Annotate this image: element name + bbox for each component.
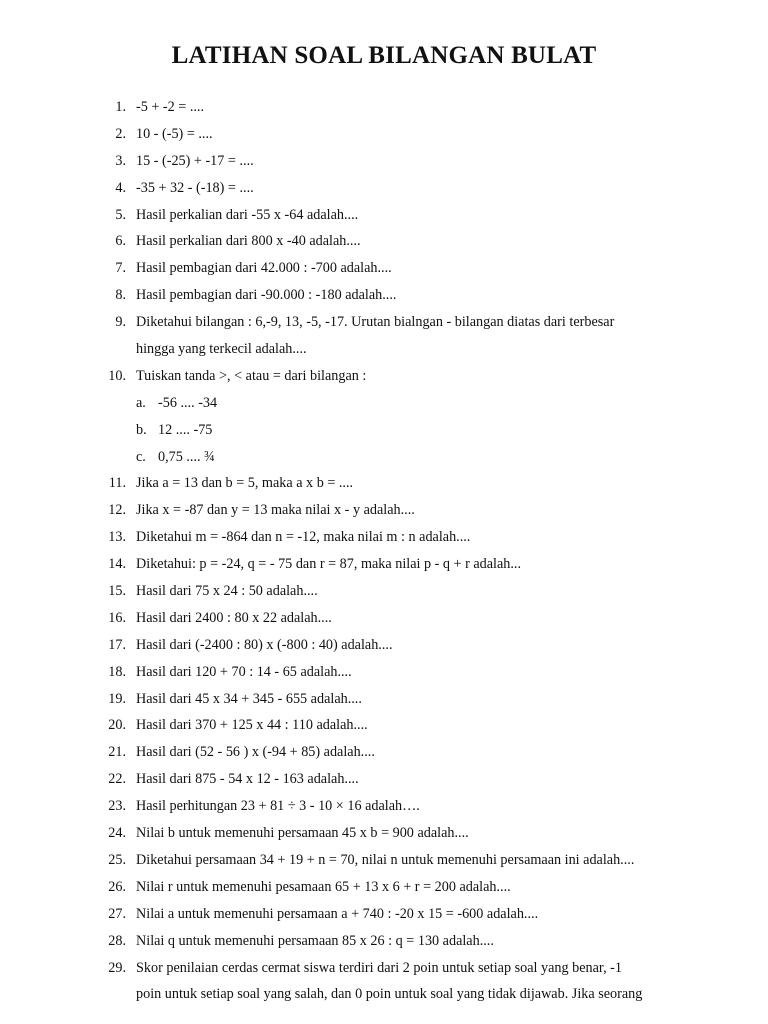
question-text: Hasil dari (52 - 56 ) x (-94 + 85) adalah.... — [136, 744, 375, 761]
question-number: 21. — [108, 744, 126, 761]
question-text: -5 + -2 = .... — [136, 99, 205, 115]
question-text: Hasil pembagian dari 42.000 : -700 adalah.... — [136, 260, 392, 277]
question-number: 18. — [108, 663, 126, 680]
question-item — [0, 94, 768, 121]
question-number: 6. — [115, 233, 126, 250]
sub-question-item — [0, 417, 768, 444]
question-item — [0, 847, 768, 874]
question-number: 9. — [115, 314, 126, 331]
sub-question-letter: b. — [136, 421, 147, 438]
question-number: 10. — [108, 367, 126, 384]
question-item — [0, 175, 768, 202]
question-item — [0, 497, 768, 524]
question-item — [0, 309, 768, 336]
sub-question-item — [0, 390, 768, 417]
question-text: Jika a = 13 dan b = 5, maka a x b = .... — [136, 475, 354, 492]
question-number: 27. — [108, 905, 126, 922]
question-text: hingga yang terkecil adalah.... — [136, 341, 307, 358]
question-number: 3. — [115, 152, 126, 169]
question-text: Nilai r untuk memenuhi pesamaan 65 + 13 x 6 + r = 200 adalah.... — [136, 878, 511, 895]
question-text: Hasil dari 370 + 125 x 44 : 110 adalah.... — [136, 717, 368, 734]
question-item — [0, 255, 768, 282]
question-number: 4. — [115, 179, 126, 196]
question-text: Hasil perkalian dari 800 x -40 adalah.... — [136, 233, 361, 250]
question-item — [0, 605, 768, 632]
question-item — [0, 820, 768, 847]
question-text: Hasil perkalian dari -55 x -64 adalah.... — [136, 206, 359, 223]
question-number: 15. — [108, 583, 126, 600]
question-item — [0, 712, 768, 739]
question-number: 24. — [108, 825, 126, 842]
question-text: Nilai b untuk memenuhi persamaan 45 x b = 900 adalah.... — [136, 825, 469, 842]
question-text: Hasil dari (-2400 : 80) x (-800 : 40) adalah.... — [136, 636, 393, 653]
sub-question-item — [0, 444, 768, 471]
question-number: 23. — [108, 798, 126, 815]
sub-question-text: -56 .... -34 — [158, 394, 218, 411]
question-item — [0, 282, 768, 309]
question-number: 20. — [108, 717, 126, 734]
question-item — [0, 901, 768, 928]
question-text: poin untuk setiap soal yang salah, dan 0 poin untuk soal yang tidak dijawab. Jika seorang — [136, 986, 643, 1003]
question-text: Diketahui persamaan 34 + 19 + n = 70, nilai n untuk memenuhi persamaan ini adalah.... — [136, 851, 635, 868]
question-number: 2. — [115, 125, 126, 142]
question-text: Diketahui bilangan : 6,-9, 13, -5, -17. Urutan bialngan - bilangan diatas dari terbesar — [136, 314, 615, 331]
question-item — [0, 928, 768, 955]
question-number: 29. — [108, 959, 126, 976]
question-item — [0, 202, 768, 229]
question-continuation — [0, 336, 768, 363]
question-item — [0, 363, 768, 390]
sub-question-letter: c. — [136, 448, 146, 465]
question-text: Diketahui m = -864 dan n = -12, maka nilai m : n adalah.... — [136, 529, 471, 546]
question-text: Diketahui: p = -24, q = - 75 dan r = 87, maka nilai p - q + r adalah... — [136, 556, 522, 573]
question-text: Jika x = -87 dan y = 13 maka nilai x - y adalah.... — [136, 502, 415, 519]
question-item — [0, 121, 768, 148]
question-text: Hasil dari 875 - 54 x 12 - 163 adalah.... — [136, 771, 359, 788]
question-text: Nilai q untuk memenuhi persamaan 85 x 26 : q = 130 adalah.... — [136, 932, 494, 949]
question-text: Hasil perhitungan 23 + 81 ÷ 3 - 10 × 16 adalah…. — [136, 798, 420, 815]
sub-question-text: 12 .... -75 — [158, 421, 213, 438]
question-number: 22. — [108, 771, 126, 788]
question-item — [0, 551, 768, 578]
question-text: Nilai a untuk memenuhi persamaan a + 740 : -20 x 15 = -600 adalah.... — [136, 905, 539, 922]
question-item — [0, 148, 768, 175]
question-number: 19. — [108, 690, 126, 707]
question-number: 17. — [108, 636, 126, 653]
question-text: Hasil dari 45 x 34 + 345 - 655 adalah.... — [136, 690, 362, 707]
question-item — [0, 228, 768, 255]
question-number: 7. — [115, 260, 126, 277]
question-item — [0, 686, 768, 713]
page-title: LATIHAN SOAL BILANGAN BULAT — [171, 42, 597, 69]
sub-question-letter: a. — [136, 394, 146, 411]
question-item — [0, 955, 768, 982]
question-number: 25. — [108, 851, 126, 868]
question-number: 16. — [108, 609, 126, 626]
question-text: 15 - (-25) + -17 = .... — [136, 152, 254, 169]
sub-question-text: 0,75 .... ¾ — [158, 448, 215, 465]
question-number: 28. — [108, 932, 126, 949]
question-item — [0, 793, 768, 820]
question-item — [0, 578, 768, 605]
question-text: -35 + 32 - (-18) = .... — [136, 179, 254, 196]
question-item — [0, 659, 768, 686]
question-text: 10 - (-5) = .... — [136, 125, 213, 142]
question-list — [0, 94, 768, 1008]
question-item — [0, 632, 768, 659]
question-number: 5. — [115, 206, 126, 223]
question-number: 8. — [115, 287, 126, 304]
question-number: 13. — [108, 529, 126, 546]
question-item — [0, 874, 768, 901]
question-item — [0, 470, 768, 497]
question-item — [0, 524, 768, 551]
question-text: Skor penilaian cerdas cermat siswa terdiri dari 2 poin untuk setiap soal yang benar, -1 — [136, 959, 622, 976]
question-item — [0, 766, 768, 793]
question-number: 12. — [108, 502, 126, 519]
question-text: Hasil dari 75 x 24 : 50 adalah.... — [136, 583, 318, 600]
question-number: 11. — [108, 475, 126, 492]
question-number: 1. — [115, 99, 126, 115]
question-text: Tuiskan tanda >, < atau = dari bilangan : — [136, 367, 367, 384]
question-text: Hasil dari 2400 : 80 x 22 adalah.... — [136, 609, 332, 626]
question-continuation — [0, 981, 768, 1008]
question-text: Hasil pembagian dari -90.000 : -180 adalah.... — [136, 287, 397, 304]
question-number: 26. — [108, 878, 126, 895]
question-item — [0, 739, 768, 766]
question-number: 14. — [108, 556, 126, 573]
question-text: Hasil dari 120 + 70 : 14 - 65 adalah.... — [136, 663, 352, 680]
